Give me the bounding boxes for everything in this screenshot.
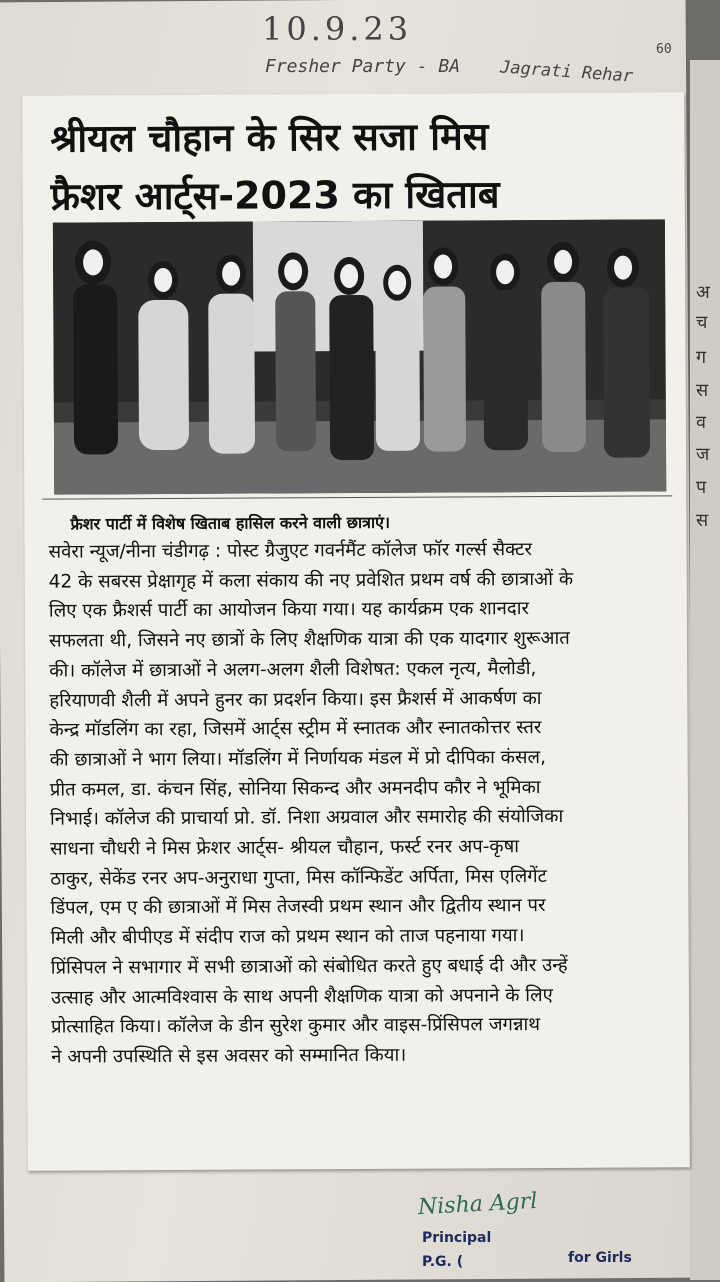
strip-char: अ [696,282,710,303]
strip-char: स [696,380,709,401]
stamp-principal: Principal [422,1230,492,1246]
strip-char: व [696,412,707,433]
handwritten-newspaper: Jagrati Rehar [499,57,634,87]
body-line: प्रिंसिपल ने सभागार में सभी छात्राओं को संबोधित करते हुए बधाई दी और उन्हें [50,954,568,979]
body-line: की। कॉलेज में छात्राओं ने अलग-अलग शैली विशेषत: एकल नृत्य, मैलोडी, [49,657,537,682]
strip-char: ग [696,347,707,368]
strip-char: प [696,477,707,498]
headline-line-1: श्रीयल चौहान के सिर सजा मिस [50,114,489,161]
body-line: सफलता थी, जिसने नए छात्रों के लिए शैक्षणिक यात्रा की एक यादगार शुरूआत [48,627,570,652]
body-line: प्रीत कमल, डा. कंचन सिंह, सोनिया सिकन्द और अमनदीप कौर ने भूमिका [49,776,541,801]
photo-caption: फ्रैशर पार्टी में विशेष खिताब हासिल करने वाली छात्राएं। [70,512,391,534]
stamp-college: P.G. ( [422,1254,464,1270]
body-line: केन्द्र मॉडलिंग का रहा, जिसमें आर्ट्स स्ट्रीम में स्नातक और स्नातकोत्तर स्तर [49,717,542,741]
body-line: सवेरा न्यूज/नीना चंडीगढ़ : पोस्ट ग्रैजुएट गवर्नमैंट कॉलेज फॉर गर्ल्स सैक्टर [48,539,533,563]
body-line: ठाकुर, सेकेंड रनर अप-अनुराधा गुप्ता, मिस कॉन्फिडेंट अर्पिता, मिस एलिगेंट [50,865,548,890]
handwritten-date: 10.9.23 [262,10,413,48]
adjacent-page-strip [690,60,720,1280]
body-line: प्रोत्साहित किया। कॉलेज के डीन सुरेश कुमार और वाइस-प्रिंसिपल जगन्नाथ [51,1014,541,1038]
body-line: डिंपल, एम ए की छात्राओं में मिस तेजस्वी प्रथम स्थान और द्वितीय स्थान पर [50,895,546,920]
body-line: साधना चौधरी ने मिस फ्रेशर आर्ट्स- श्रीयल चौहान, फर्स्ट रनर अप-कृषा [50,836,520,860]
body-line: उत्साह और आत्मविश्वास के साथ अपनी शैक्षणिक यात्रा को अपनाने के लिए [50,984,553,1009]
article-body [49,534,680,1072]
handwritten-corner-number: 60 [656,42,672,57]
body-line: 42 के सबरस प्रेक्षागृह में कला संकाय की नए प्रवेशित प्रथम वर्ष की छात्राओं के [48,568,574,593]
newspaper-clipping [22,92,690,1170]
body-line: की छात्राओं ने भाग लिया। मॉडलिंग में निर्णायक मंडल में प्रो दीपिका कंसल, [49,746,546,771]
stamp-girls: for Girls [568,1250,632,1266]
body-line: हरियाणवी शैली में अपने हुनर का प्रदर्शन किया। इस फ्रैशर्स में आकर्षण का [49,687,542,712]
body-line: लिए एक फ्रैशर्स पार्टी का आयोजन किया गया। यह कार्यक्रम एक शानदार [48,598,530,623]
strip-char: स [696,510,709,531]
strip-char: ज [696,444,710,465]
principal-signature: Nisha Agrl [417,1188,538,1221]
body-line: निभाई। कॉलेज की प्राचार्या प्रो. डॉ. निशा अग्रवाल और समारोह की संयोजिका [49,806,564,830]
body-line: ने अपनी उपस्थिति से इस अवसर को सम्मानित किया। [51,1044,407,1068]
strip-char: च [696,312,708,333]
headline [50,106,671,225]
headline-line-2: फ्रैशर आर्ट्स-2023 का खिताब [50,172,500,219]
body-line: मिली और बीपीएड में संदीप राज को प्रथम स्थान को ताज पहनाया गया। [50,925,525,949]
handwritten-event: Fresher Party - BA [265,56,461,77]
group-photo [53,219,666,494]
photo-illustration [53,219,666,494]
caption-divider [42,495,672,499]
